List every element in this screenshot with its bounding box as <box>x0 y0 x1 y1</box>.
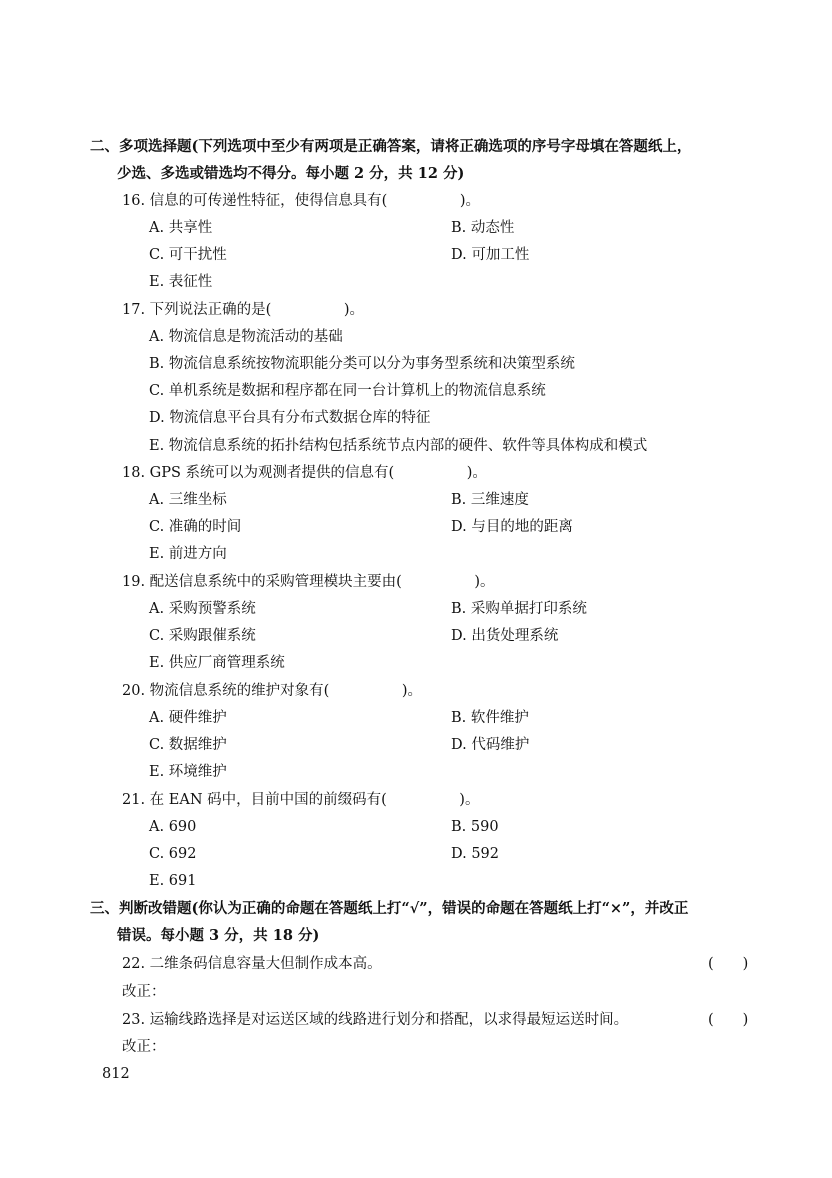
question-21-option-c: C. 692 <box>149 846 197 862</box>
question-19-option-d: D. 出货处理系统 <box>451 628 559 644</box>
question-18-option-b: B. 三维速度 <box>451 492 529 508</box>
question-19-stem: 19. 配送信息系统中的采购管理模块主要由( )。 <box>122 574 495 590</box>
question-18-option-d: D. 与目的地的距离 <box>451 519 573 535</box>
question-23-fix-label: 改正： <box>122 1039 166 1055</box>
question-18-stem: 18. GPS 系统可以为观测者提供的信息有( )。 <box>122 465 487 481</box>
question-22-answer-parens: ( ) <box>708 956 749 972</box>
question-19-option-c: C. 采购跟催系统 <box>149 628 256 644</box>
question-20-option-d: D. 代码维护 <box>451 737 530 753</box>
question-18-option-c: C. 准确的时间 <box>149 519 242 535</box>
question-21-option-d: D. 592 <box>451 846 500 862</box>
question-23-stem: 23. 运输线路选择是对运送区域的线路进行划分和搭配，以求得最短运送时间。 <box>122 1012 629 1028</box>
question-21-stem: 21. 在 EAN 码中，目前中国的前缀码有( )。 <box>122 792 480 808</box>
question-16-stem: 16. 信息的可传递性特征，使得信息具有( )。 <box>122 193 480 209</box>
question-18-option-e: E. 前进方向 <box>149 546 227 562</box>
question-20-option-c: C. 数据维护 <box>149 737 227 753</box>
question-16-option-c: C. 可干扰性 <box>149 247 227 263</box>
question-21-option-b: B. 590 <box>451 819 499 835</box>
question-20-stem: 20. 物流信息系统的维护对象有( )。 <box>122 683 422 699</box>
section3-header-line1: 三、判断改错题(你认为正确的命题在答题纸上打“√”，错误的命题在答题纸上打“×”，并改正 <box>90 900 689 917</box>
question-18-option-a: A. 三维坐标 <box>149 492 227 508</box>
question-16-option-e: E. 表征性 <box>149 274 213 290</box>
question-19-option-a: A. 采购预警系统 <box>149 601 256 617</box>
question-17-option-b: B. 物流信息系统按物流职能分类可以分为事务型系统和决策型系统 <box>149 356 575 372</box>
question-23-answer-parens: ( ) <box>708 1012 749 1028</box>
question-17-option-c: C. 单机系统是数据和程序都在同一台计算机上的物流信息系统 <box>149 383 546 399</box>
section2-header-line2: 少选、多选或错选均不得分。每小题 2 分，共 12 分) <box>117 165 465 182</box>
question-16-option-a: A. 共享性 <box>149 220 213 236</box>
question-16-option-d: D. 可加工性 <box>451 247 530 263</box>
question-19-option-b: B. 采购单据打印系统 <box>451 601 587 617</box>
question-22-fix-label: 改正： <box>122 984 166 1000</box>
page-number: 812 <box>102 1066 130 1082</box>
question-17-option-e: E. 物流信息系统的拓扑结构包括系统节点内部的硬件、软件等具体构成和模式 <box>149 438 648 454</box>
question-17-stem: 17. 下列说法正确的是( )。 <box>122 302 364 318</box>
question-17-option-d: D. 物流信息平台具有分布式数据仓库的特征 <box>149 410 431 426</box>
question-17-option-a: A. 物流信息是物流活动的基础 <box>149 329 343 345</box>
question-21-option-e: E. 691 <box>149 873 197 889</box>
question-21-option-a: A. 690 <box>149 819 197 835</box>
question-16-option-b: B. 动态性 <box>451 220 515 236</box>
question-20-option-b: B. 软件维护 <box>451 710 529 726</box>
section2-header-line1: 二、多项选择题(下列选项中至少有两项是正确答案，请将正确选项的序号字母填在答题纸上， <box>90 138 692 155</box>
question-20-option-a: A. 硬件维护 <box>149 710 227 726</box>
question-19-option-e: E. 供应厂商管理系统 <box>149 655 285 671</box>
question-20-option-e: E. 环境维护 <box>149 764 227 780</box>
question-22-stem: 22. 二维条码信息容量大但制作成本高。 <box>122 956 382 972</box>
section3-header-line2: 错误。每小题 3 分，共 18 分) <box>117 927 320 944</box>
